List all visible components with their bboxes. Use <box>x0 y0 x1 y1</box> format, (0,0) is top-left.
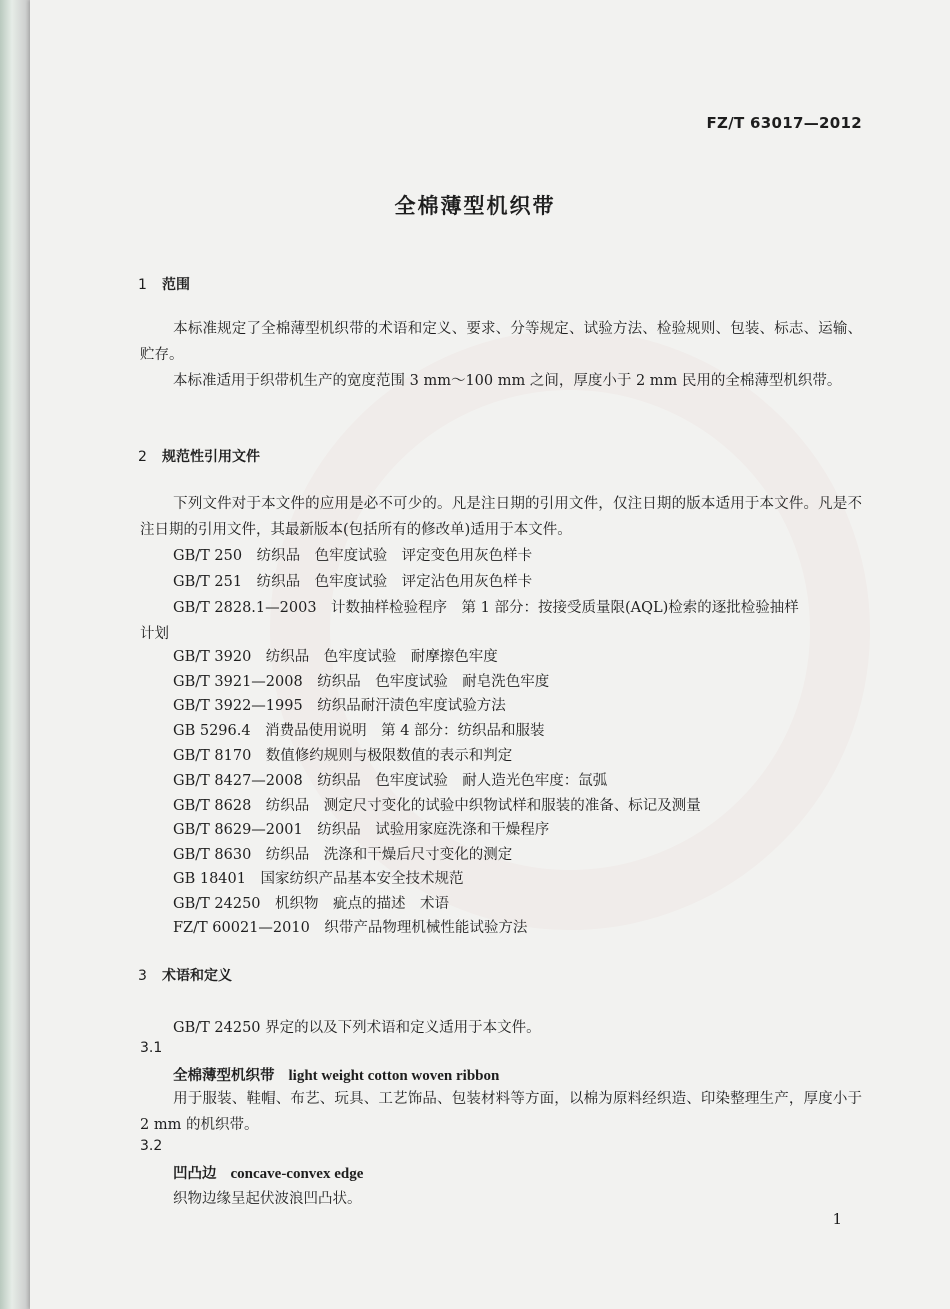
term-english: light weight cotton woven ribbon <box>288 1068 500 1084</box>
paragraph-text: 下列文件对于本文件的应用是必不可少的。凡是注日期的引用文件，仅注日期的版本适用于本文件。凡是不注日期的引用文件，其最新版本(包括所有的修改单)适用于本文件。 <box>140 496 862 538</box>
reference-item: GB/T 8170 数值修约规则与极限数值的表示和判定 <box>173 748 513 764</box>
reference-item: GB/T 250 纺织品 色牢度试验 评定变色用灰色样卡 <box>173 548 533 564</box>
reference-item: GB/T 8629—2001 纺织品 试验用家庭洗涤和干燥程序 <box>173 822 550 838</box>
term-entry <box>173 1162 363 1183</box>
reference-item: GB/T 8427—2008 纺织品 色牢度试验 耐人造光色牢度：氙弧 <box>173 773 608 789</box>
reference-item: GB/T 24250 机织物 疵点的描述 术语 <box>173 896 450 912</box>
section-title: 规范性引用文件 <box>162 449 260 465</box>
term-definition: 织物边缘呈起伏波浪凹凸状。 <box>173 1191 362 1207</box>
term-definition <box>140 1086 862 1138</box>
section-1-para-2 <box>140 368 862 394</box>
section-2-intro <box>140 491 862 543</box>
section-3-heading <box>138 965 232 985</box>
section-1-para-1 <box>140 316 862 368</box>
reference-item-continuation: 计划 <box>140 626 169 642</box>
reference-item: GB/T 8628 纺织品 测定尺寸变化的试验中织物试样和服装的准备、标记及测量 <box>173 798 701 814</box>
section-2-heading <box>138 446 260 466</box>
paragraph-text: 用于服装、鞋帽、布艺、玩具、工艺饰品、包装材料等方面，以棉为原料经织造、印染整理生产，厚度小于 2 mm 的机织带。 <box>140 1091 862 1133</box>
bleed-through-seal <box>270 330 870 930</box>
section-title: 范围 <box>162 277 190 293</box>
reference-item: GB/T 8630 纺织品 洗涤和干燥后尺寸变化的测定 <box>173 847 513 863</box>
section-1-heading <box>138 274 190 294</box>
paragraph-text: 本标准适用于织带机生产的宽度范围 3 mm～100 mm 之间，厚度小于 2 mm 民用的全棉薄型机织带。 <box>173 373 842 389</box>
reference-item: GB/T 3920 纺织品 色牢度试验 耐摩擦色牢度 <box>173 649 498 665</box>
term-chinese: 全棉薄型机织带 <box>173 1067 275 1084</box>
section-number: 3 <box>138 968 147 984</box>
reference-item: GB/T 3922—1995 纺织品耐汗渍色牢度试验方法 <box>173 698 506 714</box>
clause-number: 3.2 <box>140 1138 163 1154</box>
reference-item: GB 18401 国家纺织产品基本安全技术规范 <box>173 871 464 887</box>
term-english: concave-convex edge <box>230 1166 364 1182</box>
section-title: 术语和定义 <box>162 968 232 984</box>
standard-code: FZ/T 63017—2012 <box>706 114 862 132</box>
reference-item: FZ/T 60021—2010 织带产品物理机械性能试验方法 <box>173 920 528 936</box>
page-number: 1 <box>832 1210 842 1228</box>
page-title: 全棉薄型机织带 <box>394 194 556 218</box>
reference-item: GB/T 251 纺织品 色牢度试验 评定沾色用灰色样卡 <box>173 574 533 590</box>
reference-item: GB/T 2828.1—2003 计数抽样检验程序 第 1 部分：按接受质量限(AQL)检索的逐批检验抽样 <box>173 600 799 616</box>
section-number: 2 <box>138 449 147 465</box>
term-entry <box>173 1064 499 1085</box>
paragraph-text: 本标准规定了全棉薄型机织带的术语和定义、要求、分等规定、试验方法、检验规则、包装、标志、运输、贮存。 <box>140 321 862 363</box>
section-number: 1 <box>138 277 147 293</box>
clause-number: 3.1 <box>140 1040 163 1056</box>
reference-item: GB 5296.4 消费品使用说明 第 4 部分：纺织品和服装 <box>173 723 545 739</box>
term-chinese: 凹凸边 <box>173 1165 217 1182</box>
reference-item: GB/T 3921—2008 纺织品 色牢度试验 耐皂洗色牢度 <box>173 674 550 690</box>
section-3-intro: GB/T 24250 界定的以及下列术语和定义适用于本文件。 <box>173 1020 541 1036</box>
